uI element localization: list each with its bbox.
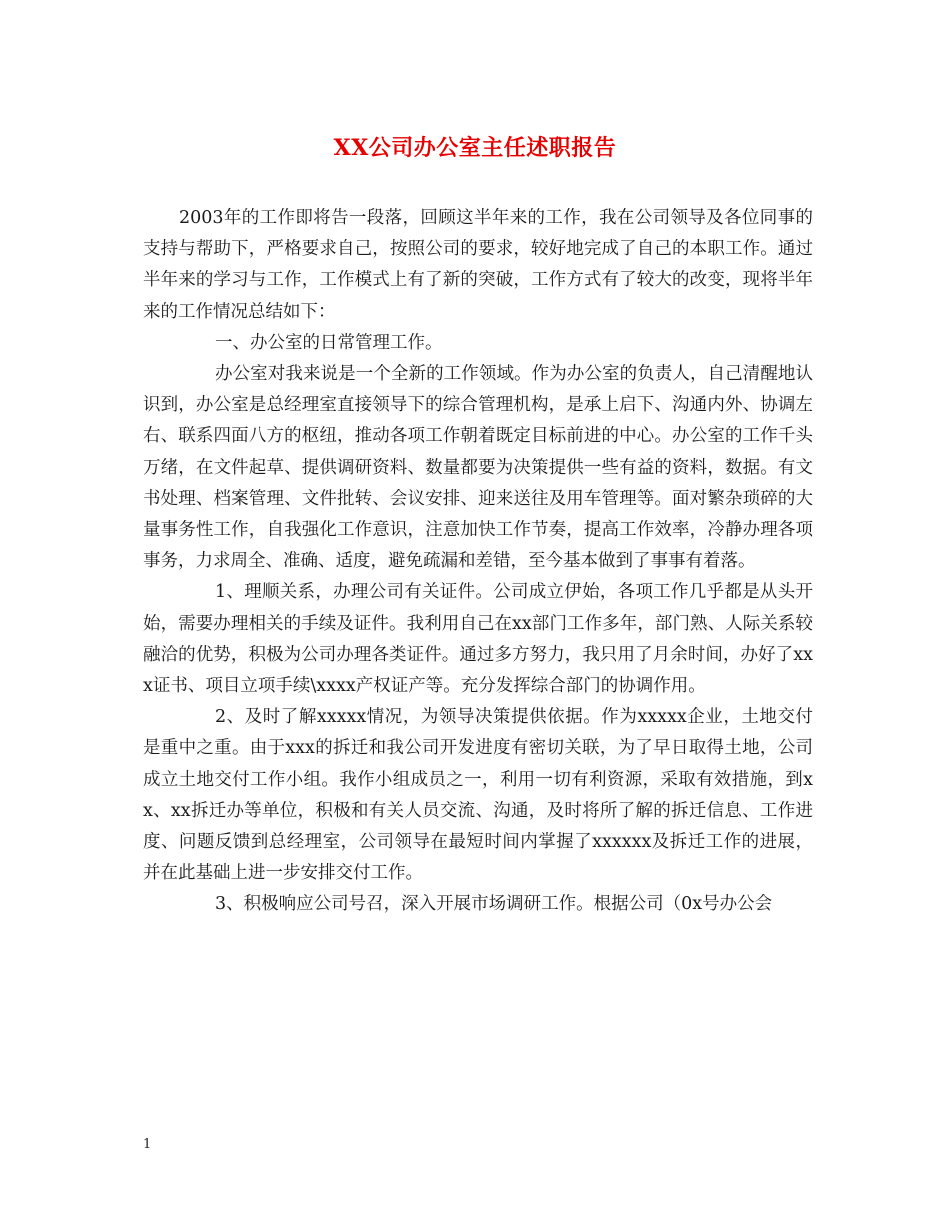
paragraph-intro: 2003年的工作即将告一段落，回顾这半年来的工作，我在公司领导及各位同事的支持与帮助下，严格要求自己，按照公司的要求，较好地完成了自己的本职工作。通过半年来的学习与工作，工作模式上有了新的突破，工作方式有了较大的改变，现将半年来的工作情况总结如下： — [143, 208, 813, 322]
section-heading-daily-management: 一、办公室的日常管理工作。 — [215, 332, 443, 353]
paragraph-item-3: 3、积极响应公司号召，深入开展市场调研工作。根据公司（0x号办公会 — [215, 894, 773, 915]
page-title: XX公司办公室主任述职报告 — [333, 135, 617, 161]
document-body — [143, 203, 813, 921]
paragraph-item-1: 1、理顺关系，办理公司有关证件。公司成立伊始，各项工作几乎都是从头开始，需要办理相关的手续及证件。我利用自己在xx部门工作多年，部门熟、人际关系较融洽的优势，积极为公司办理各类证件。通过多方努力，我只用了月余时间，办好了xxx证书、项目立项手续\xxxx产权证产等。充分发挥综合部门的协调作用。 — [143, 582, 813, 697]
paragraph-office-overview: 办公室对我来说是一个全新的工作领域。作为办公室的负责人，自己清醒地认识到，办公室是总经理室直接领导下的综合管理机构，是承上启下、沟通内外、协调左右、联系四面八方的枢纽，推动各项工作朝着既定目标前进的中心。办公室的工作千头万绪，在文件起草、提供调研资料、数量都要为决策提供一些有益的资料，数据。有文书处理、档案管理、文件批转、会议安排、迎来送往及用车管理等。面对繁杂琐碎的大量事务性工作，自我强化工作意识，注意加快工作节奏，提高工作效率，冷静办理各项事务，力求周全、准确、适度，避免疏漏和差错，至今基本做到了事事有着落。 — [143, 364, 813, 572]
paragraph-item-2: 2、及时了解xxxxx情况，为领导决策提供依据。作为xxxxx企业，土地交付是重中之重。由于xxx的拆迁和我公司开发进度有密切关联，为了早日取得土地，公司成立土地交付工作小组。我作小组成员之一，利用一切有利资源，采取有效措施，到xx、xx拆迁办等单位，积极和有关人员交流、沟通，及时将所了解的拆迁信息、工作进度、问题反馈到总经理室，公司领导在最短时间内掌握了xxxxxx及拆迁工作的进展，并在此基础上进一步安排交付工作。 — [143, 707, 813, 884]
page-number: 1 — [143, 1137, 152, 1152]
